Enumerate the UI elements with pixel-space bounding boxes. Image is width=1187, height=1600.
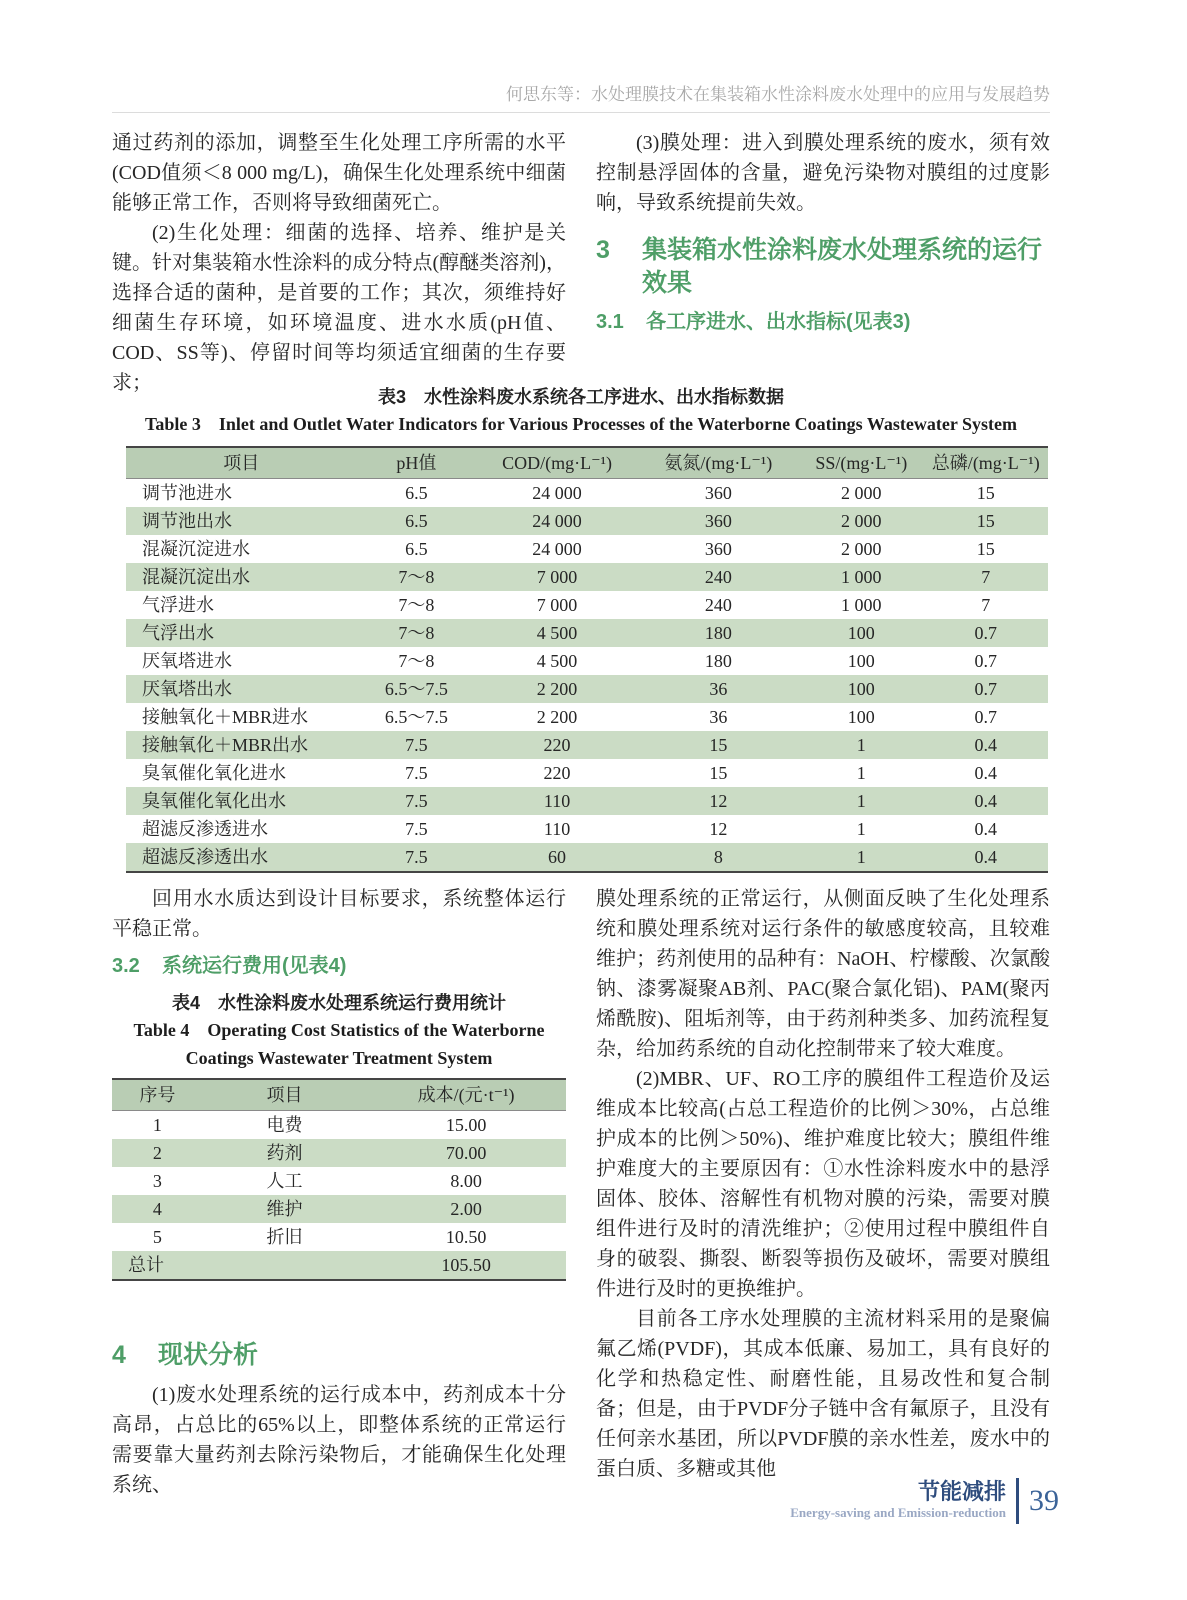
table-cell: 4 500 [536,623,578,643]
paragraph: (2)MBR、UF、RO工序的膜组件工程造价及运维成本比较高(占总工程造价的比例＞30%，占总维护成本的比例＞50%)、维护难度比较大；膜组件维护难度大的主要原因有：①水性涂料废水中的悬浮固体、胶体、溶解性有机物对膜的污染，需要对膜组件进行及时的清洗维护；②使用过程中膜组件自身的破裂、撕裂、断裂等损伤及破坏，需要对膜组件进行及时的更换维护。 [596,1068,1050,1300]
table-cell: 1 [152,1115,162,1135]
table-cell: 2.00 [450,1199,482,1219]
table-cell: 7 [981,567,991,587]
table-cell: 1 [856,763,866,783]
table-row [112,1139,566,1167]
column-header: pH值 [396,453,437,473]
table-cell: 4 [152,1199,162,1219]
footer-divider-bar [1016,1478,1019,1524]
table-cell: 4 500 [536,651,578,671]
column-header: 成本/(元·t⁻¹) [417,1085,515,1105]
table-cell: 15 [709,735,728,755]
table-cell: 接触氧化＋MBR进水 [142,707,309,727]
table-cell: 240 [704,595,732,615]
table-cell: 调节池进水 [142,483,232,503]
table-cell: 7.5 [405,735,428,755]
table-cell: 100 [847,651,875,671]
table-cell: 7.5 [405,763,428,783]
table-cell: 6.5 [405,539,428,559]
table4-header [112,1079,566,1111]
table-row [112,1111,566,1140]
table-cell: 15 [976,511,995,531]
table-cell: 10.50 [445,1227,487,1247]
table-cell: 7.5 [405,791,428,811]
table-cell: 12 [709,819,728,839]
section-title: 现状分析 [158,1341,259,1369]
paragraph: 回用水水质达到设计目标要求，系统整体运行平稳正常。 [112,888,566,940]
table-cell: 100 [847,707,875,727]
bottom-columns [112,884,1050,1500]
table-row [126,591,1048,619]
column-header: COD/(mg·L⁻¹) [502,453,612,473]
column-header: SS/(mg·L⁻¹) [815,453,908,473]
table3-caption-en: Table 3 Inlet and Outlet Water Indicators for Various Processes of the Waterborne Coatings Wastewater System [145,414,1017,434]
table-cell: 360 [704,511,732,531]
paragraph: (1)废水处理系统的运行成本中，药剂成本十分高昂，占总比的65%以上，即整体系统的正常运行需要靠大量药剂去除污染物后，才能确保生化处理系统、 [112,1384,566,1496]
paragraph: (3)膜处理：进入到膜处理系统的废水，须有效控制悬浮固体的含量，避免污染物对膜组的过度影响，导致系统提前失效。 [596,132,1050,214]
table3-caption-cn: 表3 水性涂料废水系统各工序进水、出水指标数据 [377,387,784,407]
table-cell: 15 [976,539,995,559]
table-cell: 2 000 [841,539,882,559]
page-number: 39 [1029,1484,1059,1517]
table-cell: 0.4 [974,763,997,783]
table-cell: 15 [709,763,728,783]
journal-name-en: Energy-saving and Emission-reduction [790,1505,1006,1520]
table-cell: 6.5～7.5 [384,679,448,699]
table-cell: 180 [704,651,732,671]
paragraph: 膜处理系统的正常运行，从侧面反映了生化处理系统和膜处理系统对运行条件的敏感度较高，且较难维护；药剂使用的品种有：NaOH、柠檬酸、次氯酸钠、漆雾凝聚AB剂、PAC(聚合氯化铝)、PAM(聚丙烯酰胺)、阻垢剂等，由于药剂种类多、加药流程复杂，给加药系统的自动化控制带来了较大难度。 [596,888,1050,1060]
top-right-column [596,128,1050,398]
table-cell: 3 [152,1171,162,1191]
table-cell: 0.7 [974,623,997,643]
table-header-row [112,1079,566,1111]
table-total-row [112,1251,566,1280]
subsection-title: 系统运行费用(见表4) [162,955,347,977]
table-cell: 7～8 [398,595,435,615]
table-cell: 2 200 [536,707,578,727]
table4-total [112,1251,566,1280]
table-cell: 1 [856,735,866,755]
table-cell: 0.4 [974,791,997,811]
table-cell: 1 000 [841,567,882,587]
table-cell: 气浮出水 [142,623,214,643]
subsection-heading-3-2 [112,952,566,980]
section-number: 4 [112,1341,126,1369]
table-cell: 0.7 [974,707,997,727]
table-cell: 2 000 [841,511,882,531]
section-number: 3 [596,236,610,264]
journal-name [790,1480,1006,1522]
table-cell: 5 [152,1227,162,1247]
table3-body [126,479,1048,873]
paragraph: (2)生化处理：细菌的选择、培养、维护是关键。针对集装箱水性涂料的成分特点(醇醚类溶剂)，选择合适的菌种，是首要的工作；其次，须维持好细菌生存环境，如环境温度、进水水质(pH值、COD、SS等)、停留时间等均须适宜细菌的生存要求； [112,222,566,394]
table-cell: 24 000 [532,511,582,531]
table-cell: 厌氧塔进水 [142,651,232,671]
table-cell: 0.7 [974,651,997,671]
table-row [126,479,1048,508]
table-cell: 24 000 [532,483,582,503]
table-cell: 药剂 [266,1143,303,1163]
table-row [126,619,1048,647]
total-label: 总计 [128,1255,164,1275]
table-cell: 6.5 [405,483,428,503]
table-row [126,703,1048,731]
table3-header [126,447,1048,479]
table-row [126,843,1048,872]
table-cell: 360 [704,483,732,503]
table-cell: 超滤反渗透出水 [142,847,268,867]
table-row [126,787,1048,815]
table-row [112,1195,566,1223]
table-cell: 1 [856,847,866,867]
table-cell: 接触氧化＋MBR出水 [142,735,309,755]
table4-body [112,1111,566,1252]
table-cell: 1 [856,791,866,811]
column-header: 项目 [266,1085,303,1105]
running-head: 何思东等：水处理膜技术在集装箱水性涂料废水处理中的应用与发展趋势 [506,85,1050,104]
table-cell: 7～8 [398,651,435,671]
table-row [112,1223,566,1251]
table-cell: 超滤反渗透进水 [142,819,268,839]
table-row [126,647,1048,675]
subsection-heading-3-1 [596,308,1050,336]
table-cell: 0.4 [974,735,997,755]
bottom-right-column [596,884,1050,1500]
table-cell: 7 000 [536,595,578,615]
table-cell: 180 [704,623,732,643]
total-value: 105.50 [441,1255,491,1275]
table-cell: 7 [981,595,991,615]
table-cell: 2 [152,1143,162,1163]
column-header: 氨氮/(mg·L⁻¹) [664,453,773,473]
paragraph: 目前各工序水处理膜的主流材料采用的是聚偏氟乙烯(PVDF)，其成本低廉、易加工，具有良好的化学和热稳定性、耐磨性能，且易改性和复合制备；但是，由于PVDF分子链中含有氟原子，且没有任何亲水基团，所以PVDF膜的亲水性差，废水中的蛋白质、多糖或其他 [596,1308,1050,1480]
table-cell: 厌氧塔出水 [142,679,232,699]
table-cell: 臭氧催化氧化出水 [142,791,286,811]
table-row [112,1167,566,1195]
table-cell: 110 [543,791,571,811]
table-cell: 7.5 [405,847,428,867]
table-cell: 7～8 [398,623,435,643]
table-cell: 220 [543,735,571,755]
table-row [126,535,1048,563]
table-cell: 1 000 [841,595,882,615]
bottom-left-column [112,884,566,1500]
table3-block [112,384,1050,873]
table-header-row [126,447,1048,479]
table-row [126,815,1048,843]
table-cell: 7.5 [405,819,428,839]
table-cell: 7 000 [536,567,578,587]
table-cell: 人工 [266,1171,303,1191]
section-heading-4 [112,1339,566,1372]
table4-caption-cn: 表4 水性涂料废水处理系统运行费用统计 [171,993,506,1013]
column-header: 总磷/(mg·L⁻¹) [931,453,1040,473]
table-cell: 0.4 [974,847,997,867]
table-row [126,507,1048,535]
table-cell: 36 [709,707,728,727]
table-cell: 220 [543,763,571,783]
table-row [126,759,1048,787]
table-cell: 36 [709,679,728,699]
table-cell: 电费 [266,1115,303,1135]
table-cell: 折旧 [266,1227,303,1247]
table-cell: 6.5～7.5 [384,707,448,727]
section-title: 集装箱水性涂料废水处理系统的运行效果 [642,236,1043,297]
table-cell: 6.5 [405,511,428,531]
table-cell: 7～8 [398,567,435,587]
table-cell: 60 [548,847,567,867]
table-cell: 100 [847,623,875,643]
table-cell: 240 [704,567,732,587]
table-row [126,675,1048,703]
table-cell: 0.7 [974,679,997,699]
section-heading-3 [596,234,1050,300]
subsection-title: 各工序进水、出水指标(见表3) [646,311,911,333]
table-cell: 维护 [266,1199,303,1219]
subsection-number: 3.1 [596,311,624,333]
table-cell: 0.4 [974,819,997,839]
top-columns [112,128,1050,398]
header-divider [112,112,1050,113]
table4 [112,1078,566,1281]
page-footer [790,1478,1059,1524]
table-cell: 8 [713,847,723,867]
table-cell: 15 [976,483,995,503]
table-cell: 15.00 [445,1115,487,1135]
top-left-column [112,128,566,398]
paragraph: 通过药剂的添加，调整至生化处理工序所需的水平(COD值须＜8 000 mg/L)，确保生化处理系统中细菌能够正常工作，否则将导致细菌死亡。 [112,132,566,214]
table-cell: 12 [709,791,728,811]
subsection-number: 3.2 [112,955,140,977]
table-cell: 混凝沉淀出水 [142,567,250,587]
table-row [126,731,1048,759]
table-cell: 70.00 [445,1143,487,1163]
journal-name-cn: 节能减排 [917,1479,1006,1504]
column-header: 项目 [223,453,260,473]
table-cell: 臭氧催化氧化进水 [142,763,286,783]
table-cell: 110 [543,819,571,839]
table-cell: 2 200 [536,679,578,699]
table-cell: 100 [847,679,875,699]
table-cell: 2 000 [841,483,882,503]
table-cell: 混凝沉淀进水 [142,539,250,559]
table-cell: 24 000 [532,539,582,559]
table3 [126,446,1048,873]
table-cell: 调节池出水 [142,511,232,531]
table-cell: 气浮进水 [142,595,214,615]
table4-caption-en: Table 4 Operating Cost Statistics of the Waterborne Coatings Wastewater Treatment System [133,1020,545,1068]
table-row [126,563,1048,591]
table-cell: 360 [704,539,732,559]
table-cell: 1 [856,819,866,839]
table4-captions [112,990,566,1072]
table-cell: 8.00 [450,1171,482,1191]
column-header: 序号 [139,1085,176,1105]
